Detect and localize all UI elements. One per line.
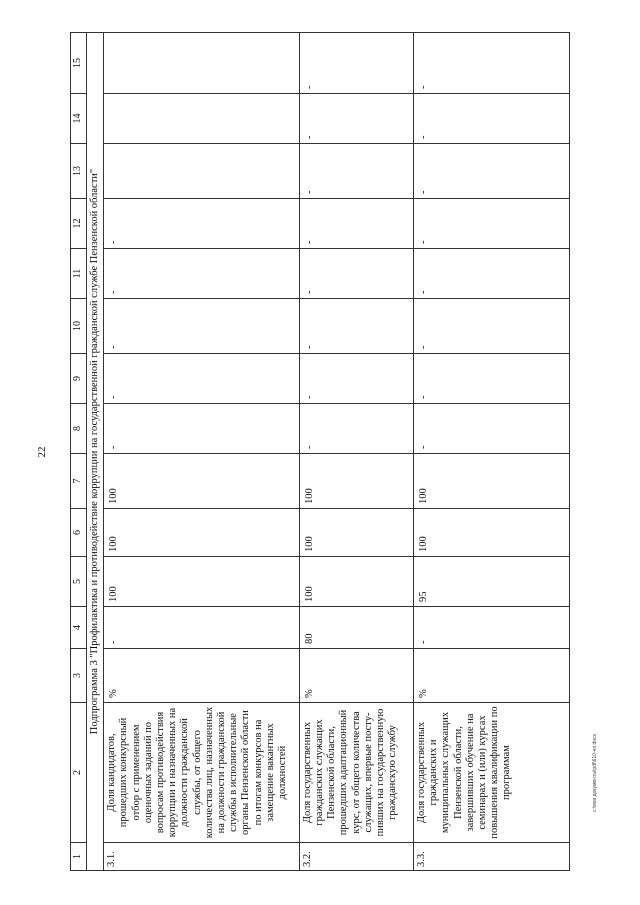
cell-col-8: -: [299, 404, 413, 454]
cell-col-15: -: [414, 33, 570, 94]
cell-col-4: -: [104, 607, 299, 649]
indicator-table: [70, 32, 570, 871]
column-number-7: 7: [71, 454, 87, 509]
cell-col-13: -: [414, 144, 570, 199]
cell-col-11: -: [104, 249, 299, 299]
cell-col-7: 100: [104, 454, 299, 509]
rotated-table-wrapper: [70, 33, 570, 871]
subprogram-row: [86, 33, 104, 871]
cell-col-12: -: [104, 199, 299, 249]
page-number: 22: [36, 446, 48, 458]
column-number-3: 3: [71, 649, 87, 703]
cell-col-6: 100: [104, 509, 299, 557]
column-number-12: 12: [71, 199, 87, 249]
cell-col-13: [104, 144, 299, 199]
cell-col-12: -: [299, 199, 413, 249]
cell-col-11: -: [414, 249, 570, 299]
cell-col-4: 80: [299, 607, 413, 649]
table-row: [104, 33, 299, 871]
column-number-6: 6: [71, 509, 87, 557]
cell-col-6: 100: [299, 509, 413, 557]
cell-col-8: -: [414, 404, 570, 454]
cell-col-10: -: [299, 299, 413, 354]
cell-col-9: -: [414, 354, 570, 404]
column-number-13: 13: [71, 144, 87, 199]
column-number-5: 5: [71, 557, 87, 607]
cell-col-8: -: [104, 404, 299, 454]
column-number-2: 2: [71, 703, 87, 843]
cell-col-10: -: [414, 299, 570, 354]
column-number-10: 10: [71, 299, 87, 354]
column-number-1: 1: [71, 843, 87, 871]
row-description: Доля кандидатов, прошедших конкурсный отбор с применением оценочных заданий по вопросам противодействия коррупции и назначенных на должности гражданской службы, от общего количества лиц, назначенных на должности гражданской службы в исполнительные органы Пензенской области по итогам конкурсов на замещение вакантных должностей: [104, 703, 299, 843]
cell-col-9: -: [104, 354, 299, 404]
cell-col-14: -: [414, 94, 570, 144]
column-number-15: 15: [71, 33, 87, 94]
row-description: Доля государственных гражданских служащих Пензенской области, прошедших адаптационный курс, от общего количества служащих, впервые посту-пивших на государственную гражданскую службу: [299, 703, 413, 843]
cell-col-12: -: [414, 199, 570, 249]
table-row: [299, 33, 413, 871]
column-number-11: 11: [71, 249, 87, 299]
cell-col-6: 100: [414, 509, 570, 557]
row-number: 3.1.: [104, 843, 299, 871]
cell-col-14: [104, 94, 299, 144]
cell-col-14: -: [299, 94, 413, 144]
cell-col-11: -: [299, 249, 413, 299]
cell-col-5: 100: [299, 557, 413, 607]
row-description: Доля государственных гражданских и муниципальных служащих Пензенской области, завершивших обучение на семинарах и (или) курсах повышения квалификации по программам: [414, 703, 570, 843]
cell-col-3: %: [104, 649, 299, 703]
cell-col-15: [104, 33, 299, 94]
table-row: [414, 33, 570, 871]
row-number: 3.2.: [299, 843, 413, 871]
cell-col-3: %: [414, 649, 570, 703]
cell-col-7: 100: [414, 454, 570, 509]
cell-col-7: 100: [299, 454, 413, 509]
column-number-row: [71, 33, 87, 871]
cell-col-4: -: [414, 607, 570, 649]
row-number: 3.3.: [414, 843, 570, 871]
cell-col-13: -: [299, 144, 413, 199]
column-number-4: 4: [71, 607, 87, 649]
cell-col-9: -: [299, 354, 413, 404]
footer-path: c:\мои документы\pdf\610-нп.docx: [592, 733, 598, 812]
cell-col-5: 100: [104, 557, 299, 607]
cell-col-5: 95: [414, 557, 570, 607]
column-number-14: 14: [71, 94, 87, 144]
cell-col-10: -: [104, 299, 299, 354]
cell-col-3: %: [299, 649, 413, 703]
cell-col-15: -: [299, 33, 413, 94]
column-number-8: 8: [71, 404, 87, 454]
column-number-9: 9: [71, 354, 87, 404]
subprogram-title: Подпрограмма 3 "Профилактика и противодействие коррупции на государственной гражданской службе Пензенской области": [86, 33, 104, 871]
